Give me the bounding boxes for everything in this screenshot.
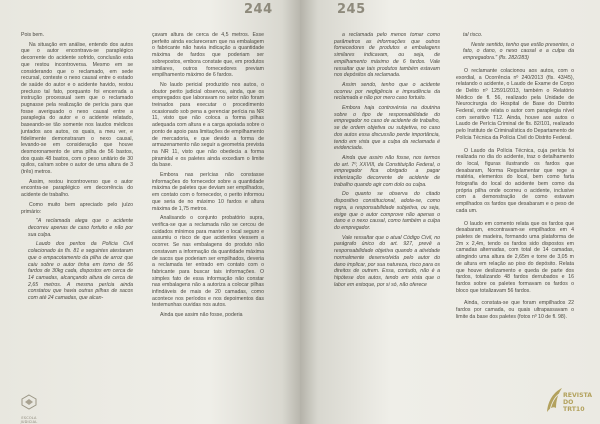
logo-line: DO TRT10: [563, 399, 585, 413]
page-number: 245: [337, 2, 366, 17]
logo-caption: ESCOLA JUDICIAL: [20, 416, 38, 424]
text-column: [21, 32, 133, 305]
paragraph: Vale ressaltar que o atual Código Civil, no parágrafo único do art. 927, prevê a responsabilidade objetiva quando a atividade normalmente desenvolvida pelo autor do dano implicar, por sua natureza, risco para os direitos de outrem. Essa, contudo, não é a hipótese dos autos, tendo em vista que o labor em estoque, por si só, não oferece: [334, 234, 440, 288]
paragraph: Analisando o conjunto probatório supra, verifica-se que a reclamada não se cercou de cuidados mínimos para manter o local seguro e assumiu o risco de que acidentes viessem a ocorrer. Se nas embalagens do produto não constavam a informação da quantidade máxima de sacos que poderiam ser empilhados, deveria a reclamada ter entrado em contato com o fabricante para buscar tais informações. O simples fato de essa informação não constar nas embalagens não a autoriza a colocar pilhas infindáveis de mais de 20 camadas, como acontece nos períodos e nos depoimentos das testemunhas ouvidas nos autos.: [152, 215, 264, 309]
paragraph: "A reclamada alega que o acidente decorreu apenas de caso fortuito e não por sua culpa.: [28, 218, 133, 238]
paragraph: Do quanto se observa do citado dispositivo constitucional, adota-se, como regra, a responsabilidade subjetiva, ou seja, exige que o autor comprove não apenas o dano e o nexo causal, como também a culpa do empregador.: [334, 191, 440, 231]
paragraph: Pois bem.: [21, 32, 45, 38]
paragraph: Ainda que assim não fosse, poderia: [160, 312, 243, 319]
paragraph: O reclamante colacionou aos autos, com o exordial, a Ocorrência nº 240/2013 (fls. 43/45), relatando o acidente, o Laudo de Exame de Corpo de Delito nº 12591/2013, também o Relatório Médico de fl. 56, realizado pela Unidade de Neurocirurgia do Hospital de Base do Distrito Federal, onde relata o autor com paraplegia nível com sensitivo T12. Ainda, houve aos autos o Laudo de Perícia Criminal de fls. 82/101, realizado pelo Instituto de Criminalística do Departamento de Polícia Técnica da Polícia Civil do Distrito Federal.: [456, 67, 574, 141]
logo-wordmark: [563, 392, 596, 413]
paragraph: Embora nas perícias não constasse informações do fornecedor sobre a quantidade máxima de paletes que deviam ser empilhados, em contato com o fornecedor, o perito informou que seria de no máximo 10 fardos e altura máxima de 1,75 metros.: [152, 172, 264, 212]
paragraph: Assim, restou incontroverso que o autor encontra-se paraplégico em decorrência do acidente de trabalho.: [21, 178, 133, 199]
seal-icon: [14, 394, 44, 410]
right-page: [300, 0, 600, 424]
paragraph: a reclamada pelo menos tomar como parâmetros as informações que outros fornecedores de produtos e embalagens similares indicavam, ou seja, de empilhamento máximo de 6 fardos. Vale ressaltar que tais produtos também estavam nos depósitos da reclamada.: [334, 32, 440, 79]
paragraph: Embora haja controvérsia na doutrina sobre o tipo de responsabilidade do empregador no caso de acidente de trabalho, se de ordem objetiva ou subjetiva, no caso dos autos essa discussão perde importância, tendo em vista que a culpa da reclamada é evidenciada.: [334, 105, 440, 152]
paragraph: Como muito bem apreciado pelo juízo primário:: [21, 201, 133, 215]
page-number: 244: [244, 2, 273, 17]
paragraph: No laudo pericial produzido nos autos, o doutor perito judicial observou, ainda, que os empregados que laboravam no setor não foram treinados para executar o procedimento ocasionado sob pena a gerenciar perícia na NR 11, visto que não coloca a forma pilhas adequada com altura e a carga apoiada sobre o ponto de apoio para limitações de empilhamento de mercadoria, e que devido a forma de armazenamento não seguir a geometria prevista na NR 11, visto que não obedecia a forma piramidal e os paletes ainda excediam o limite da base.: [152, 81, 264, 169]
paragraph: Assim sendo, tenho que o acidente ocorreu por negligência e imprudência da reclamada e não por mero caso fortuito.: [334, 81, 440, 102]
text-column: [152, 32, 264, 322]
paragraph: Ainda que assim não fosse, nos termos do art. 7º, XXVIII, da Constituição Federal, o empregador fica obrigado a pagar indenização decorrente de acidente de trabalho quando agir com dolo ou culpa.: [334, 154, 440, 188]
escola-judicial-logo: [14, 394, 44, 424]
paragraph: tal risco.: [463, 32, 483, 38]
wing-icon: [544, 386, 564, 416]
paragraph: Ainda, constata-se que foram empilhados 22 fardos por camada, ou quais ultrapassavam o limite da base dos paletes (fotos nº 10 de fl. 98).: [456, 300, 574, 320]
text-column: [456, 32, 574, 323]
text-column: [327, 32, 440, 291]
paragraph: çavam altura de cerca de 4,5 metros. Esse perfeito ainda esclareceram que na embalagem o fabricante não havia indicação a quantidade máxima de fardos que poderiam ser sobrepostos, embora constate que, em produtos similares, outros fornecedores previam empilhamento máximo de 6 fardos.: [152, 32, 264, 79]
paragraph: O Laudo da Polícia Técnica, cuja perícia foi realizada no dia do acidente, traz o detalhamento do local, figuras ilustrando os fardos que desabaram, Norma Regulamentar que rege a matéria, elementos do local, bem como farta fotografia do local do acidente bem como da própria pilha onde ocorreu o acidente, inclusive com a demonstração de como estavam empilhados os fardos que desabaram e o peso de cada um.: [456, 147, 574, 214]
paragraph: Neste sentido, tenho que estão presentes, o fato, o dano, o nexo causal e a culpa da empregadora." (fls. 282/283): [463, 41, 574, 62]
paragraph: Laudo dos peritos da Polícia Civil colacionado às fls. 81 e seguintes atestaram que o empacotamento da pilha de arroz que caiu sobre o autor tinha em torno de 56 fardos de 30kg cada, dispostos em cerca de 14 camadas, alcançando altura de cerca de 2,65 metros. A mesma perícia ainda constatou que havia outras pilhas de sacos com até 24 camadas, que alcan-: [28, 241, 133, 302]
paragraph: O laudo em comento relata que os fardos que desabaram, encontravam-se empilhados em 4 paletes de madeira, formando uma plataforma de 2m x 2,4m, tendo os fardos sido dispostos em camadas alternadas, com total de 14 camadas, atingindo uma altura de 2,65m e torre de 3,05 m de altura em relação ao piso do depósito. Relata que houve deslizamento e queda de parte dos fardos, totalizando 48 fardos derrubados e 16 fardos sobre os paletes formavam os fardos o bloco que totalizavam 56 fardos.: [456, 220, 574, 294]
paragraph: Na situação em análise, entendo dos autos que o autor encontrava-se paraplégico decorrente do acidente sofrido, conclusão esta que restou incontroversa. Mesmo em se considerando que o reclamado, em sede recursal, conteste o nexo causal entre o estado de saúde do autor e o acidente havido, restou precluso tal fato, porquanto foi encerrada a instrução processual sem que o reclamado pugnasse pela realização de perícia para que fosse averiguado o nexo causal entre a paraplegia do autor e o acidente relatado, baseando-se tão somente nos laudos médicos juntados aos autos, os quais, a meu ver, e fidelimente demonstraram o nexo causal, levando-se em consideração que houve desmoronamento de uma pilha de 56 bastos, dos quais 48 bastos, com o peso unitário de 30 quilos, caíram sobre o autor de uma altura de 3 (três) metros.: [21, 41, 133, 176]
logo-line: REVISTA: [563, 392, 593, 399]
revista-trt10-logo: [544, 386, 596, 420]
